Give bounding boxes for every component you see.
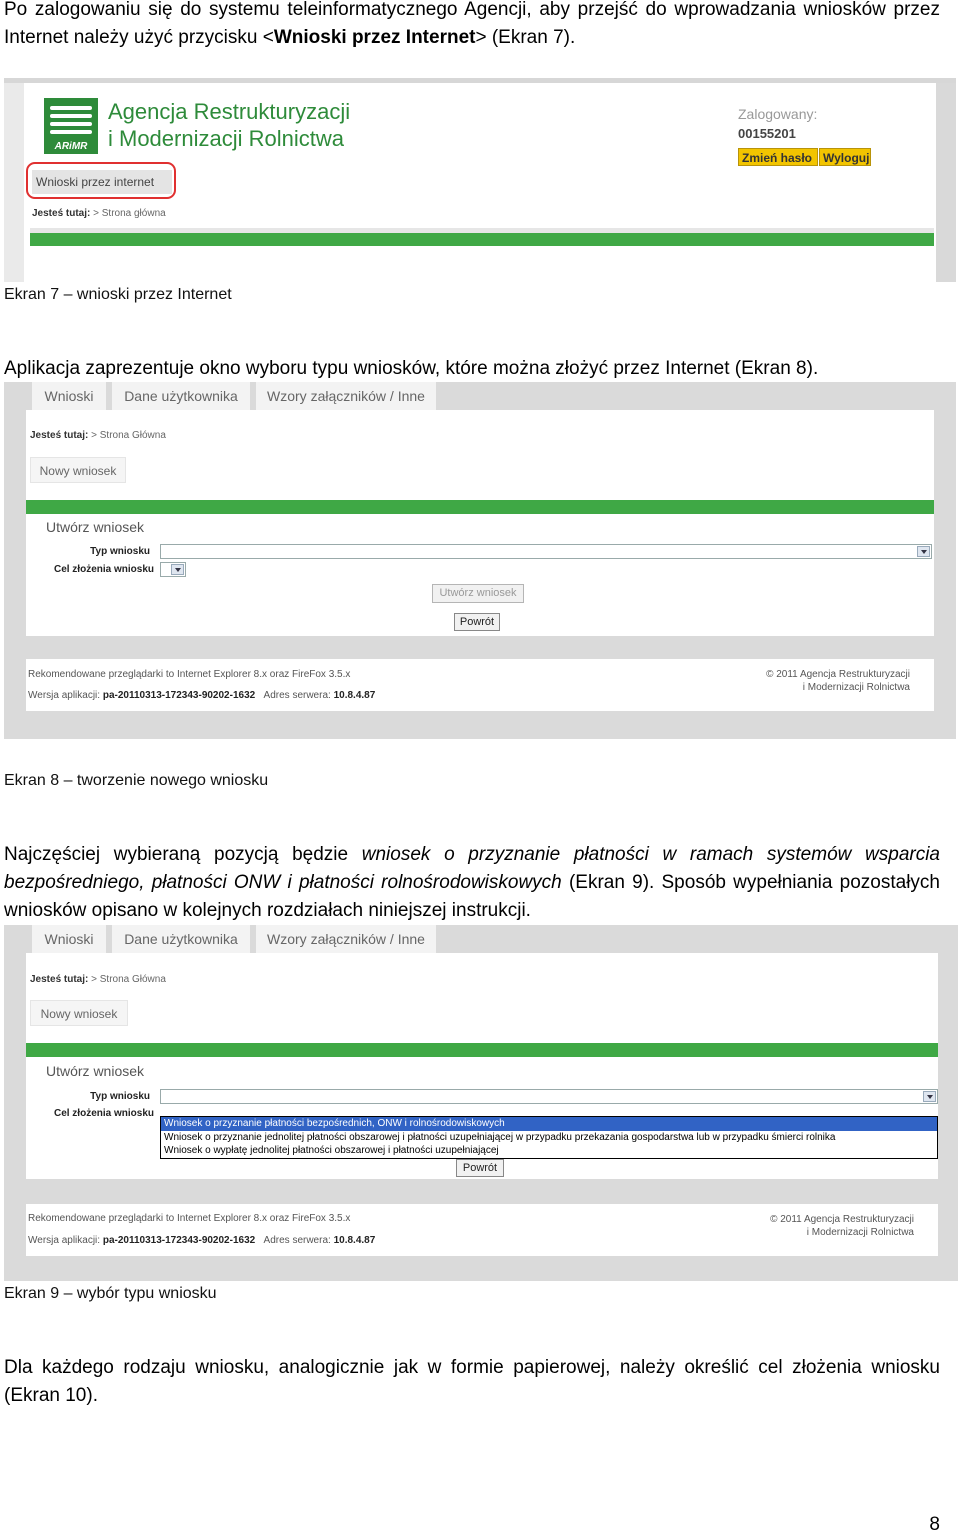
back-button[interactable]: Powrót [454,613,500,631]
left-margin [4,83,24,282]
login-info [738,106,817,141]
tab-wzory-zalacznikow[interactable]: Wzory załączników / Inne [256,925,436,953]
tab-dane-uzytkownika[interactable]: Dane użytkownika [112,925,250,953]
server-value: 10.8.4.87 [333,1235,376,1246]
tab-dane-uzytkownika[interactable]: Dane użytkownika [112,382,250,410]
copyright-line-1: © 2011 Agencja Restrukturyzacji [770,1214,914,1225]
agency-name-line-1: Agencja Restrukturyzacji [108,99,351,124]
select-typ-wniosku[interactable] [160,1089,938,1104]
agency-name [108,98,350,152]
green-bar [26,1043,938,1057]
intro-text-1: Po zalogowaniu się do systemu teleinformatycznego Agencji, aby przejść do wprowadzania wniosków przez Internet należy użyć przycisku < [4,0,940,48]
caption-ekran-7: Ekran 7 – wnioski przez Internet [4,286,232,303]
logout-button[interactable]: Wyloguj [819,148,871,166]
breadcrumb-path[interactable]: > Strona Główna [91,974,166,985]
screenshot-ekran-8 [4,382,956,739]
intro-text-2: > (Ekran 7). [475,27,576,48]
label-typ-wniosku: Typ wniosku [90,546,150,557]
screenshot-ekran-9 [4,925,958,1281]
option-platnosci-bezposrednie[interactable]: Wniosek o przyznanie płatności bezpośrednich, ONW i rolnośrodowiskowych [161,1117,937,1131]
login-label: Zalogowany: [738,106,818,122]
arimr-logo [44,98,98,154]
breadcrumb-label: Jesteś tutaj: [32,208,91,219]
footer-browsers: Rekomendowane przeglądarki to Internet Explorer 8.x oraz FireFox 3.5.x [28,669,351,680]
breadcrumb-label: Jesteś tutaj: [30,974,89,985]
paragraph-4: Dla każdego rodzaju wniosku, analogicznie jak w formie papierowej, należy określić cel złożenia wniosku (Ekran 10). [4,1357,940,1406]
breadcrumb-panel [26,953,938,1043]
dropdown-options [160,1116,938,1159]
intro-bold-term: Wnioski przez Internet [273,27,476,48]
server-label: Adres serwera: [263,1235,331,1246]
create-application-button[interactable]: Utwórz wniosek [432,584,524,603]
new-application-button[interactable]: Nowy wniosek [30,457,126,483]
paragraph-3 [4,841,940,925]
breadcrumb-panel [26,410,934,500]
tab-wnioski[interactable]: Wnioski [32,382,106,410]
version-label: Wersja aplikacji: [28,690,101,701]
form-title: Utwórz wniosek [46,519,145,535]
breadcrumb [30,974,166,985]
green-bar [26,500,934,514]
paragraph-3-text-2: (Ekran 9). Sposób wypełniania pozostałych wniosków opisano w kolejnych rozdziałach niniejszej instrukcji. [4,872,940,921]
login-id: 00155201 [738,126,796,141]
option-przekazanie-gospodarstwa[interactable]: Wniosek o przyznanie jednolitej płatności obszarowej i płatności uzupełniającej w przypadku przekazania gospodarstwa lub w przypadku śmierci rolnika [164,1131,836,1143]
select-cel-zlozenia[interactable] [160,562,186,577]
breadcrumb-label: Jesteś tutaj: [30,430,89,441]
tab-wnioski[interactable]: Wnioski [32,925,106,953]
paragraph-3-italic: wniosek o przyznanie płatności w ramach systemów wsparcia bezpośredniego, płatności ONW i płatności rolnośrodowiskowych [4,844,941,893]
select-typ-wniosku[interactable] [160,544,932,559]
agency-name-line-2: i Modernizacji Rolnictwa [108,126,344,151]
option-wyplata-platnosci[interactable]: Wniosek o wypłatę jednolitej płatności obszarowej i płatności uzupełniającej [164,1145,499,1156]
breadcrumb [32,208,166,219]
footer-copyright [648,1213,914,1239]
intro-paragraph [4,0,940,52]
label-typ-wniosku: Typ wniosku [90,1091,150,1102]
form-title: Utwórz wniosek [46,1063,145,1079]
change-password-button[interactable]: Zmień hasło [738,148,818,166]
breadcrumb-path[interactable]: > Strona Główna [91,430,166,441]
tab-wzory-zalacznikow[interactable]: Wzory załączników / Inne [256,382,436,410]
label-cel-zlozenia: Cel złożenia wniosku [53,564,154,575]
version-value: pa-20110313-172343-90202-1632 [102,1235,256,1246]
paragraph-3-text-1: Najczęściej wybieraną pozycją będzie [4,844,362,865]
paragraph-2: Aplikacja zaprezentuje okno wyboru typu wniosków, które można złożyć przez Internet (Ekran 8). [4,358,819,379]
red-highlight-frame [26,162,176,199]
copyright-line-1: © 2011 Agencja Restrukturyzacji [766,669,910,680]
footer-browsers: Rekomendowane przeglądarki to Internet Explorer 8.x oraz FireFox 3.5.x [28,1213,351,1224]
version-label: Wersja aplikacji: [28,1235,101,1246]
breadcrumb-path[interactable]: > Strona główna [93,208,166,219]
server-value: 10.8.4.87 [333,690,376,701]
server-label: Adres serwera: [263,690,331,701]
screenshot-ekran-7 [4,78,956,282]
new-application-button[interactable]: Nowy wniosek [30,1000,128,1026]
chevron-down-icon [917,546,930,557]
label-cel-zlozenia: Cel złożenia wniosku [53,1108,154,1119]
footer-copyright [644,668,910,694]
caption-ekran-8: Ekran 8 – tworzenie nowego wniosku [4,772,269,789]
footer-version [28,690,375,701]
wnioski-przez-internet-tab[interactable]: Wnioski przez internet [32,170,172,194]
right-margin [936,83,956,282]
caption-ekran-9: Ekran 9 – wybór typu wniosku [4,1285,217,1302]
copyright-line-2: i Modernizacji Rolnictwa [802,682,910,693]
breadcrumb [30,430,166,441]
footer-version [28,1235,375,1246]
page-number: 8 [929,1514,940,1535]
copyright-line-2: i Modernizacji Rolnictwa [806,1227,914,1238]
chevron-down-icon [923,1091,936,1102]
green-bar [30,233,934,246]
logo-text: ARiMR [54,141,88,152]
back-button[interactable]: Powrót [456,1159,504,1177]
chevron-down-icon [171,564,184,575]
version-value: pa-20110313-172343-90202-1632 [102,690,256,701]
top-border [4,78,956,83]
